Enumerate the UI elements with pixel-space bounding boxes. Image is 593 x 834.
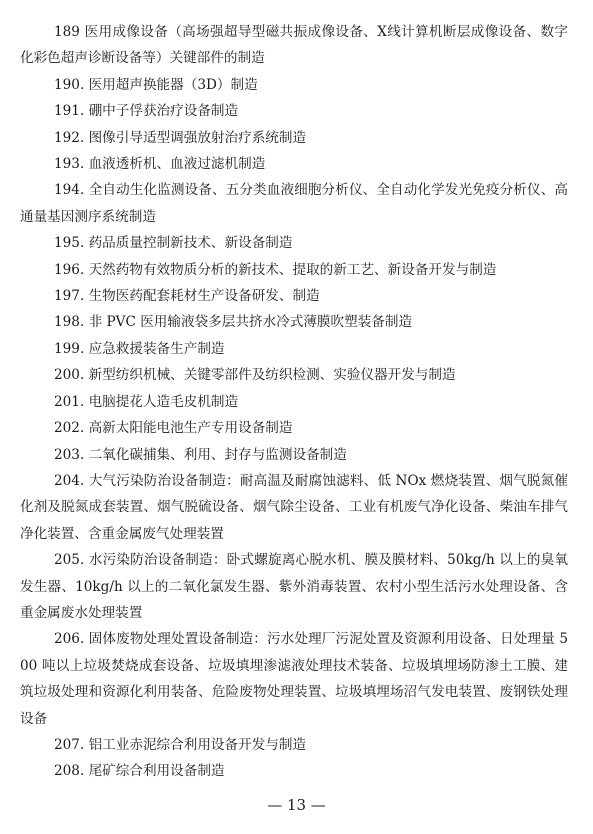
list-item: 192. 图像引导适型调强放射治疗系统制造: [54, 129, 307, 146]
page-number: — 13 —: [267, 796, 326, 814]
list-item: 198. 非 PVC 医用输液袋多层共挤水冷式薄膜吹塑装备制造: [54, 314, 413, 331]
list-item: 202. 高新太阳能电池生产专用设备制造: [54, 420, 293, 437]
list-item: 195. 药品质量控制新技术、新设备制造: [54, 235, 293, 252]
list-item: 194. 全自动生化监测设备、五分类血液细胞分析仪、全自动化学发光免疫分析仪、高通量基因测序系统制造: [20, 182, 568, 225]
list-item: 199. 应急救援装备生产制造: [54, 340, 225, 357]
list-item: 190. 医用超声换能器（3D）制造: [54, 76, 258, 93]
list-item: 200. 新型纺织机械、关键零部件及纺织检测、实验仪器开发与制造: [54, 367, 456, 384]
list-item: 206. 固体废物处理处置设备制造：污水处理厂污泥处置及资源利用设备、日处理量 500 吨以上垃圾焚烧成套设备、垃圾填埋渗滤液处理技术装备、垃圾填埋场防渗土工膜、建筑垃圾处理和资源化利用装备、危险废物处理装置、垃圾填埋场沼气发电装置、废钢铁处理设备: [20, 631, 568, 727]
list-item: 193. 血液透析机、血液过滤机制造: [54, 156, 266, 173]
list-item: 191. 硼中子俘获治疗设备制造: [54, 103, 239, 120]
item-list: [20, 19, 568, 785]
list-item: 197. 生物医药配套耗材生产设备研发、制造: [54, 288, 320, 305]
list-item: 189 医用成像设备（高场强超导型磁共振成像设备、X线计算机断层成像设备、数字化彩色超声诊断设备等）关键部件的制造: [20, 24, 568, 67]
list-item: 205. 水污染防治设备制造：卧式螺旋离心脱水机、膜及膜材料、50kg/h 以上的臭氧发生器、10kg/h 以上的二氧化氯发生器、紫外消毒装置、农村小型生活污水处理设备、含重金属废水处理装置: [20, 552, 568, 621]
list-item: 201. 电脑提花人造毛皮机制造: [54, 393, 239, 410]
list-item: 203. 二氧化碳捕集、利用、封存与监测设备制造: [54, 446, 347, 463]
list-item: 207. 铝工业赤泥综合利用设备开发与制造: [54, 736, 307, 753]
list-item: 204. 大气污染防治设备制造：耐高温及耐腐蚀滤料、低 NOx 燃烧装置、烟气脱氮催化剂及脱氮成套装置、烟气脱硫设备、烟气除尘设备、工业有机废气净化设备、柴油车排气净化装置、含重金属废气处理装置: [20, 472, 568, 542]
list-item: 208. 尾矿综合利用设备制造: [54, 763, 225, 780]
list-item: 196. 天然药物有效物质分析的新技术、提取的新工艺、新设备开发与制造: [54, 261, 497, 278]
